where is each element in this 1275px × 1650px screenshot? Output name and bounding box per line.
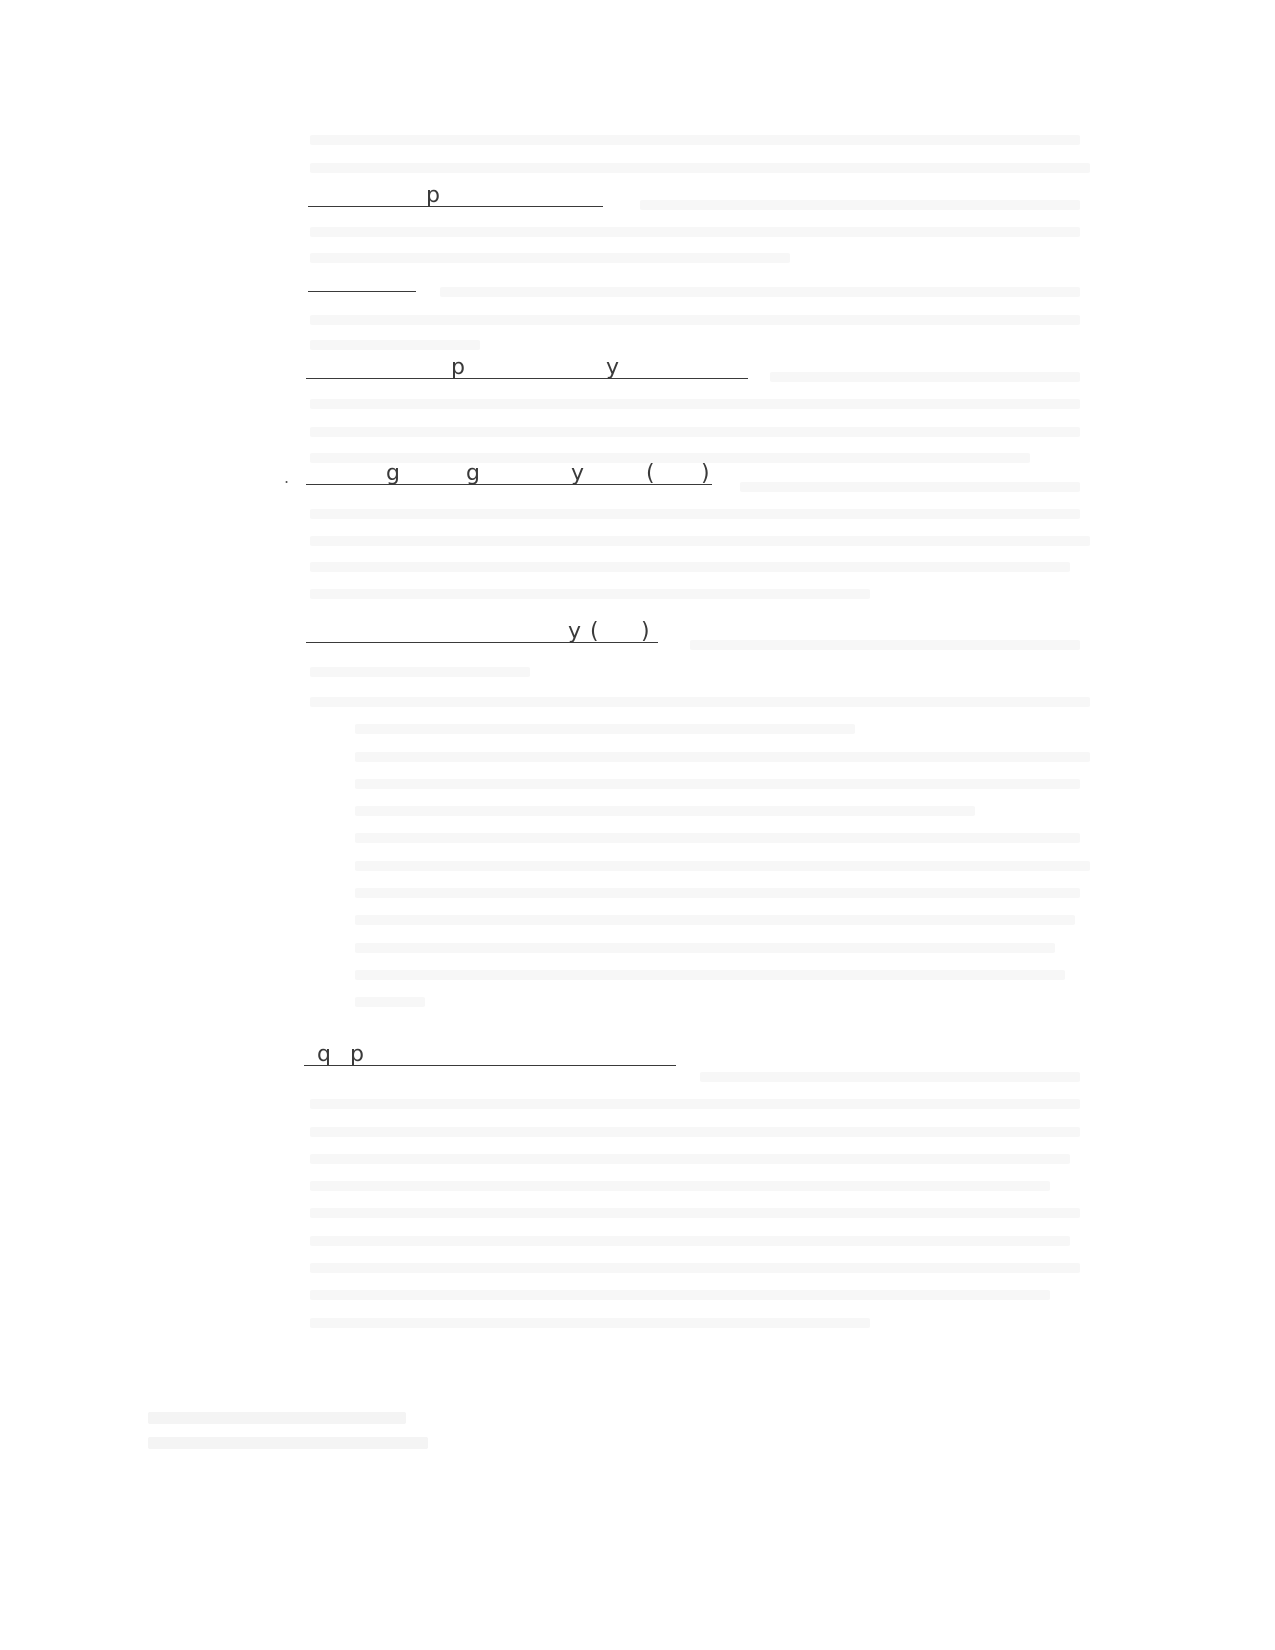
faint-text-line bbox=[310, 667, 530, 677]
heading-glyph: q bbox=[317, 1042, 331, 1067]
faint-text-line bbox=[310, 1154, 1070, 1164]
faint-text-line bbox=[310, 427, 1080, 437]
faint-text-line bbox=[355, 779, 1080, 789]
heading-glyph: y bbox=[568, 619, 582, 644]
faint-text-line bbox=[310, 253, 790, 263]
faint-text-line bbox=[310, 1318, 870, 1328]
faint-text-line bbox=[355, 997, 425, 1007]
faint-text-line bbox=[310, 1290, 1050, 1300]
faint-text-line bbox=[355, 724, 855, 734]
faint-text-line bbox=[310, 1208, 1080, 1218]
list-bullet: . bbox=[284, 468, 290, 487]
faint-text-line bbox=[355, 752, 1090, 762]
section-heading-2 bbox=[308, 265, 416, 292]
faint-text-line bbox=[310, 340, 480, 350]
faint-text-line bbox=[355, 833, 1080, 843]
section-heading-4 bbox=[306, 458, 712, 485]
heading-glyph: ) bbox=[701, 461, 710, 486]
faint-text-line bbox=[440, 287, 1080, 297]
faint-text-line bbox=[310, 1127, 1080, 1137]
faint-text-line bbox=[740, 482, 1080, 492]
heading-glyph: y bbox=[571, 461, 585, 486]
heading-glyph: p bbox=[426, 183, 440, 208]
heading-glyph: ( bbox=[646, 461, 655, 486]
faint-text-line bbox=[310, 697, 1090, 707]
faint-text-line bbox=[355, 915, 1075, 925]
heading-glyph: g bbox=[466, 461, 480, 486]
faint-text-line bbox=[310, 135, 1080, 145]
faint-text-line bbox=[640, 200, 1080, 210]
faint-text-line bbox=[355, 806, 975, 816]
faint-text-line bbox=[310, 536, 1090, 546]
heading-glyph: g bbox=[386, 461, 400, 486]
section-heading-6 bbox=[304, 1039, 676, 1066]
faint-text-line bbox=[770, 372, 1080, 382]
faint-text-line bbox=[310, 315, 1080, 325]
faint-text-line bbox=[355, 861, 1090, 871]
faint-text-line bbox=[310, 562, 1070, 572]
faint-text-line bbox=[310, 509, 1080, 519]
section-heading-1 bbox=[308, 180, 603, 207]
faint-text-line bbox=[310, 589, 870, 599]
heading-glyph: ( bbox=[590, 619, 599, 644]
faint-text-line bbox=[310, 1099, 1080, 1109]
faint-text-line bbox=[310, 1263, 1080, 1273]
heading-glyph: ) bbox=[641, 619, 650, 644]
section-heading-3 bbox=[306, 352, 748, 379]
heading-glyph: y bbox=[606, 355, 620, 380]
faint-text-line bbox=[355, 970, 1065, 980]
faint-text-line bbox=[310, 1236, 1070, 1246]
faint-text-line bbox=[690, 640, 1080, 650]
heading-glyph: p bbox=[350, 1042, 364, 1067]
faint-footer-line bbox=[148, 1412, 406, 1424]
faint-text-line bbox=[700, 1072, 1080, 1082]
heading-glyph: p bbox=[451, 355, 465, 380]
faint-text-line bbox=[310, 163, 1090, 173]
faint-footer-line bbox=[148, 1437, 428, 1449]
faint-text-line bbox=[355, 943, 1055, 953]
faint-text-line bbox=[310, 399, 1080, 409]
faint-text-line bbox=[310, 227, 1080, 237]
faint-text-line bbox=[355, 888, 1080, 898]
section-heading-5 bbox=[306, 616, 658, 643]
faint-text-line bbox=[310, 1181, 1050, 1191]
